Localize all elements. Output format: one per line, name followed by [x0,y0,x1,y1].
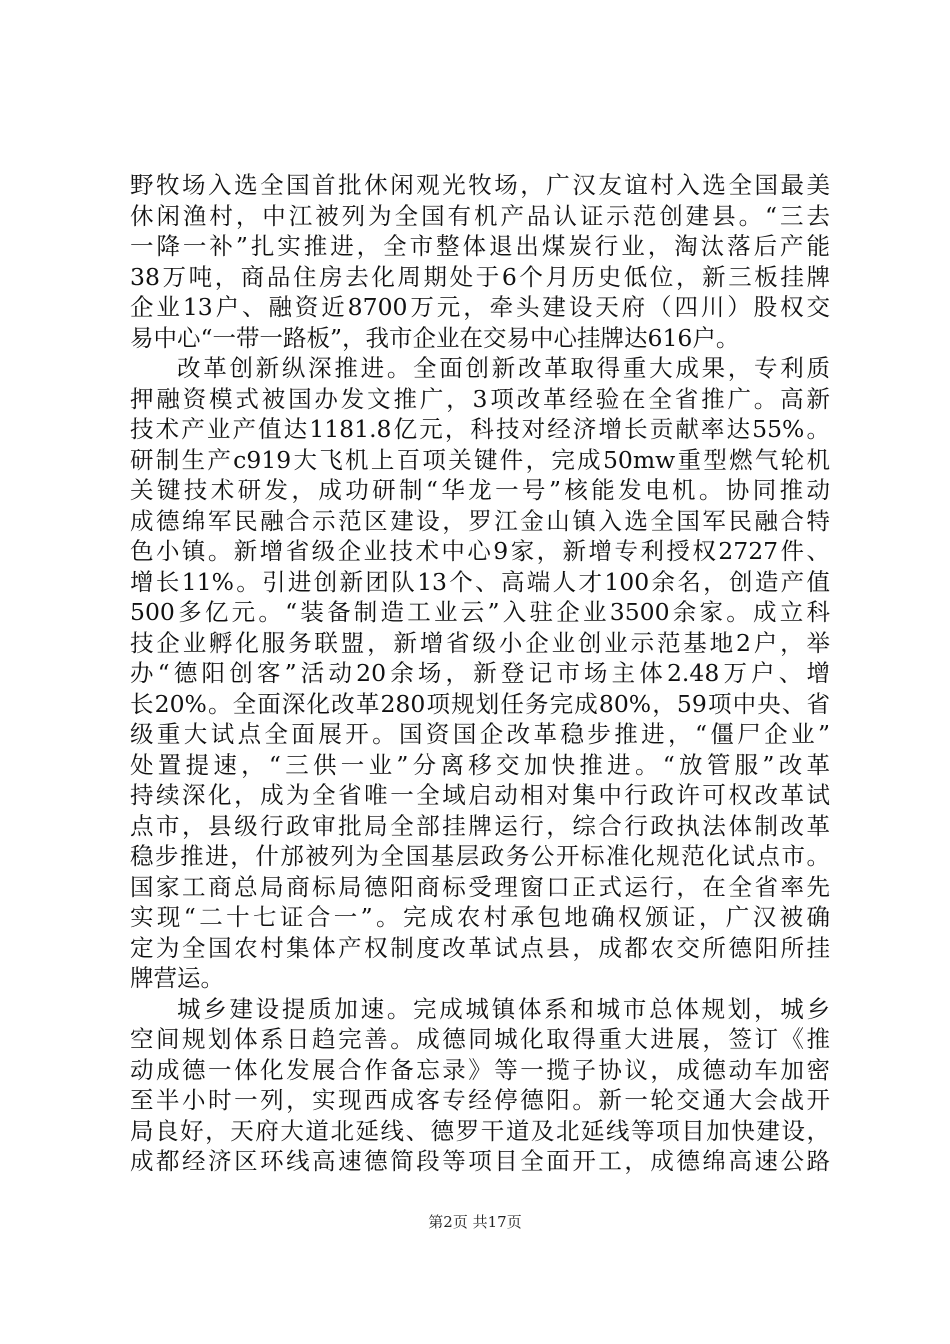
text-line: 持续深化，成为全省唯一全域启动相对集中行政许可权改革试 [130,781,830,809]
text-line: 休闲渔村，中江被列为全国有机产品认证示范创建县。“三去 [130,201,830,230]
text-line: 局良好，天府大道北延线、德罗干道及北延线等项目加快建设， [130,1116,830,1145]
text-line: 易中心“一带一路板”，我市企业在交易中心挂牌达616户。 [130,323,740,352]
text-line: 至半小时一列，实现西成客专经停德阳。新一轮交通大会战开 [130,1086,830,1114]
text-line: 关键技术研发，成功研制“华龙一号”核能发电机。协同推动 [130,476,830,504]
text-line: 一降一补”扎实推进，全市整体退出煤炭行业，淘汰落后产能 [130,232,830,260]
text-line: 定为全国农村集体产权制度改革试点县，成都农交所德阳所挂 [130,933,830,962]
document-body [130,170,830,1177]
text-line: 实现“二十七证合一”。完成农村承包地确权颁证，广汉被确 [130,903,830,931]
text-line: 色小镇。新增省级企业技术中心9家，新增专利授权2727件、 [130,537,830,565]
text-line: 办“德阳创客”活动20余场，新登记市场主体2.48万户、增 [130,659,830,687]
text-line: 野牧场入选全国首批休闲观光牧场，广汉友谊村入选全国最美 [130,171,830,199]
text-line: 牌营运。 [130,964,224,992]
text-line: 38万吨，商品住房去化周期处于6个月历史低位，新三板挂牌 [130,262,830,291]
text-line: 成德绵军民融合示范区建设，罗江金山镇入选全国军民融合特 [130,506,830,535]
text-line: 500多亿元。“装备制造工业云”入驻企业3500余家。成立科 [130,598,830,626]
text-line: 国家工商总局商标局德阳商标受理窗口正式运行，在全省率先 [130,872,830,901]
text-line: 成都经济区环线高速德简段等项目全面开工，成德绵高速公路 [130,1147,830,1175]
text-line: 企业13户、融资近8700万元，牵头建设天府（四川）股权交 [130,293,830,321]
text-line: 动成德一体化发展合作备忘录》等一揽子协议，成德动车加密 [130,1055,830,1084]
text-line: 长20%。全面深化改革280项规划任务完成80%，59项中央、省 [130,689,830,718]
text-line: 空间规划体系日趋完善。成德同城化取得重大进展，签订《推 [130,1025,830,1053]
text-line: 押融资模式被国办发文推广，3项改革经验在全省推广。高新 [130,384,830,413]
text-line: 技术产业产值达1181.8亿元，科技对经济增长贡献率达55%。 [130,415,830,443]
text-line: 点市，县级行政审批局全部挂牌运行，综合行政执法体制改革 [130,811,830,840]
paragraph-start-line: 改革创新纵深推进。全面创新改革取得重大成果，专利质 [177,354,830,382]
text-line: 技企业孵化服务联盟，新增省级小企业创业示范基地2户，举 [130,628,830,657]
page-number-label: 第2页 共17页 [428,1213,522,1231]
text-line: 处置提速，“三供一业”分离移交加快推进。“放管服”改革 [130,750,830,779]
text-line: 增长11%。引进创新团队13个、高端人才100余名，创造产值 [130,567,830,596]
page-footer [0,1211,950,1232]
paragraph-start-line: 城乡建设提质加速。完成城镇体系和城市总体规划，城乡 [177,994,830,1023]
text-line: 稳步推进，什邡被列为全国基层政务公开标准化规范化试点市。 [130,842,830,870]
text-line: 研制生产c919大飞机上百项关键件，完成50mw重型燃气轮机 [130,445,830,474]
text-line: 级重大试点全面展开。国资国企改革稳步推进，“僵尸企业” [130,720,830,748]
